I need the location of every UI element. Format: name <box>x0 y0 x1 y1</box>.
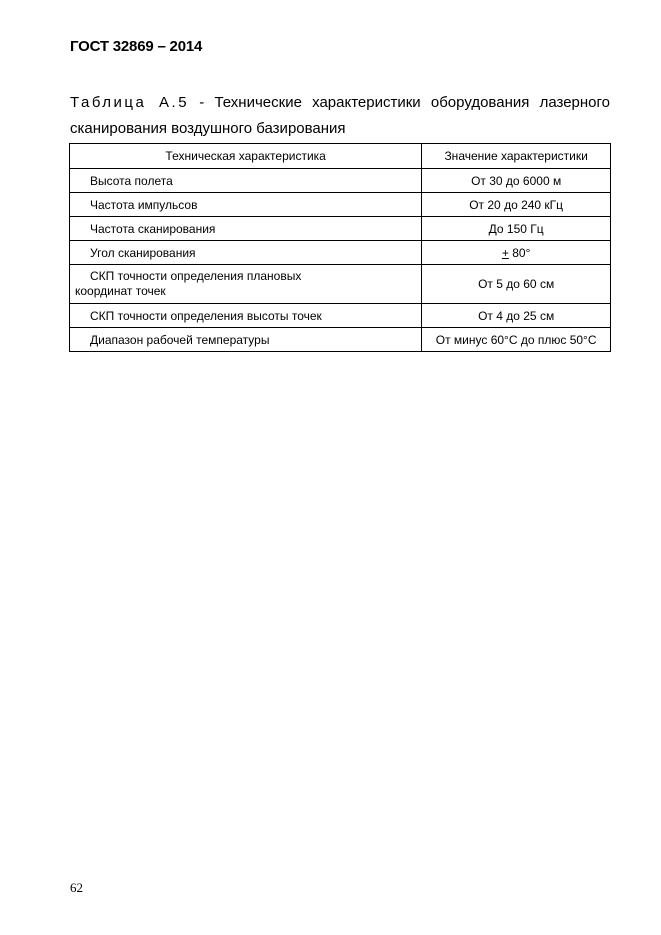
table-caption <box>70 90 610 142</box>
table-row <box>70 304 611 328</box>
caption-text: - Технические характеристики оборудования лазерного <box>199 94 610 111</box>
column-header-value: Значение характеристики <box>422 144 611 169</box>
table-row <box>70 217 611 241</box>
param-cell: Диапазон рабочей температуры <box>70 328 422 352</box>
value-cell: От 20 до 240 кГц <box>422 193 611 217</box>
param-cell: Высота полета <box>70 169 422 193</box>
table-row <box>70 169 611 193</box>
value-cell: От 30 до 6000 м <box>422 169 611 193</box>
param-cell: Угол сканирования <box>70 241 422 265</box>
table-row <box>70 265 611 304</box>
param-cell: Частота импульсов <box>70 193 422 217</box>
page-number: 62 <box>70 880 83 895</box>
param-line-2: координат точек <box>75 284 166 298</box>
value-cell <box>422 241 611 265</box>
caption-label: Таблица А.5 <box>70 94 190 111</box>
plus-minus-sign: + <box>501 245 509 260</box>
param-cell: СКП точности определения высоты точек <box>70 304 422 328</box>
table-row <box>70 241 611 265</box>
caption-line-2: сканирования воздушного базирования <box>70 120 346 137</box>
document-header: ГОСТ 32869 – 2014 <box>70 38 203 55</box>
value-cell: До 150 Гц <box>422 217 611 241</box>
column-header-characteristic: Техническая характеристика <box>70 144 422 169</box>
param-cell <box>70 265 422 304</box>
caption-line-1 <box>70 90 610 116</box>
table-header-row <box>70 144 611 169</box>
param-cell: Частота сканирования <box>70 217 422 241</box>
value-text: 80° <box>512 245 531 260</box>
table-row <box>70 328 611 352</box>
value-cell: От 4 до 25 см <box>422 304 611 328</box>
value-cell: От минус 60°С до плюс 50°С <box>422 328 611 352</box>
param-line-1: СКП точности определения плановых <box>90 269 302 283</box>
specifications-table <box>69 143 611 352</box>
table-row <box>70 193 611 217</box>
value-cell: От 5 до 60 см <box>422 265 611 304</box>
